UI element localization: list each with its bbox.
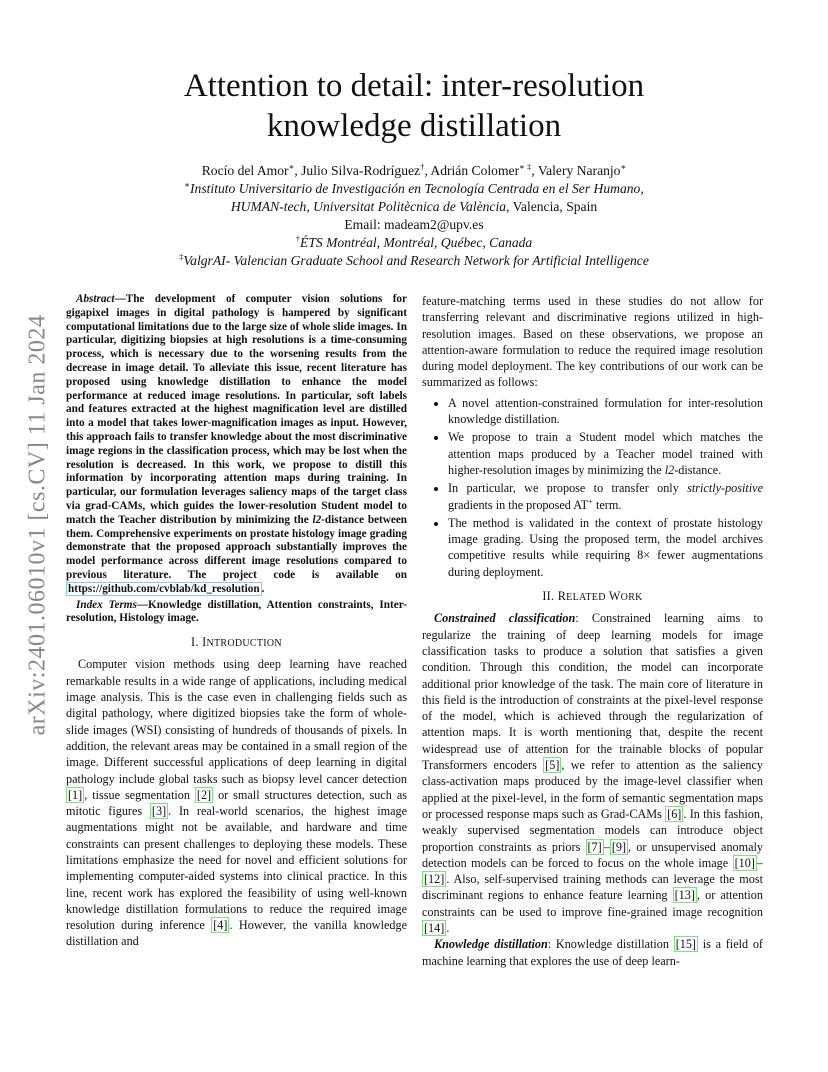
paper-title: Attention to detail: inter-resolution knowledge distillation bbox=[183, 68, 645, 144]
arxiv-identifier: arXiv:2401.06010v1 [cs.CV] 11 Jan 2024 bbox=[24, 314, 51, 736]
list-item: • A novel attention-constrained formulation for inter-resolution knowledge distillation. bbox=[448, 395, 763, 428]
list-item: • In particular, we propose to transfer only strictly-positive gradients in the proposed AT+ term. bbox=[448, 480, 763, 513]
citation-link[interactable]: [2] bbox=[196, 787, 212, 802]
list-item: • We propose to train a Student model which matches the attention maps produced by a Teacher model trained with higher-resolution images by minimizing the l2-distance. bbox=[448, 429, 763, 478]
citation-link[interactable]: [3] bbox=[151, 804, 167, 819]
right-column bbox=[422, 293, 763, 969]
contributions-list bbox=[422, 395, 763, 580]
author-4: Valery Naranjo bbox=[537, 163, 621, 178]
section-heading-related-work: II. RELATED WORK bbox=[542, 589, 643, 604]
intro-paragraph-continued: feature-matching terms used in these studies do not allow for transferring relevant and discriminative regions utilized in high-resolution images. Based on these observations, we propose an attention-aware formulation to reduce the required image resolution during model deployment. The key contributions of our work can be summarized as follows: bbox=[422, 294, 763, 390]
citation-link[interactable]: [10] bbox=[734, 855, 755, 870]
citation-link[interactable]: [15] bbox=[675, 937, 696, 952]
intro-paragraph: Computer vision methods using deep learning have reached remarkable results in a wide range of applications, including medical image analysis. This is the case even in challenging fields such as digital pathology, where digitized biopsies take the form of whole-slide images (WSI) consisting of hundreds of thousands of pixels. In addition, the relevant areas may be contained in a small region of the image. Different successful applications of deep learning in digital pathology include global tasks such as biopsy level cancer detection [1] , tissue segmentation [2] or small structures detection, such as mitotic figures [3] . In real-world scenarios, the highest image augmentations might not be available, and hardware and time constraints can present challenges to deploying these models. These limitations emphasize the need for novel and efficient solutions for implementing computer-aided systems into clinical practice. In this line, recent work has explored the feasibility of using well-known knowledge distillation formulations to reduce the required image resolution during inference [4] . However, the vanilla knowledge distillation and bbox=[66, 657, 407, 949]
citation-link[interactable]: [4] bbox=[213, 918, 228, 933]
list-item: • The method is validated in the context of prostate histology image grading. Using the proposed term, the model archives competitive results while requiring 8× fewer augmentations during deployment. bbox=[448, 515, 763, 580]
citation-link[interactable]: [1] bbox=[68, 787, 83, 802]
citation-link[interactable]: [6] bbox=[667, 806, 682, 821]
author-3: Adrián Colomer bbox=[430, 163, 520, 178]
author-2: Julio Silva-Rodríguez bbox=[301, 163, 421, 178]
abstract: Abstract—The development of computer vision solutions for gigapixel images in digital pathology is hampered by significant computational limitations due to the large size of whole slide images. In particular, digitizing biopsies at high resolutions is a time-consuming process, which is necessary due to the worsening results from the decrease in image detail. To alleviate this issue, recent literature has proposed using knowledge distillation to enhance the model performance at reduced image resolutions. In particular, soft labels and features extracted at the highest magnification level are distilled into a model that takes lower-magnification images as input. However, this approach fails to transfer knowledge about the most discriminative image regions in the classification process, which may be lost when the resolution is decreased. In this work, we propose to distill this information by incorporating attention maps during training. In particular, our formulation leverages saliency maps of the target class via grad-CAMs, which guides the lower-resolution Student model to match the Teacher distribution by minimizing the l2-distance between them. Comprehensive experiments on prostate histology image grading demonstrate that the proposed approach substantially improves the model performance across different image resolutions compared to previous literature. The project code is available on https://github.com/cvblab/kd_resolution . bbox=[66, 293, 408, 595]
author-email: Email: madeam2@upv.es bbox=[344, 217, 484, 232]
author-block bbox=[80, 162, 748, 270]
citation-link[interactable]: [12] bbox=[424, 872, 445, 887]
affiliation-3: ‡ValgrAI- Valencian Graduate School and Research Network for Artificial Intelligence bbox=[179, 251, 649, 268]
affiliation-1-line-2: HUMAN-tech, Universitat Politècnica de València, Valencia, Spain bbox=[230, 199, 598, 214]
affiliation-1-line-1: ∗Instituto Universitario de Investigación en Tecnología Centrada en el Ser Humano, bbox=[184, 179, 644, 196]
left-column bbox=[66, 293, 407, 950]
knowledge-distillation-paragraph: Knowledge distillation: Knowledge distillation [15] is a field of machine learning that explores the use of deep learn- bbox=[422, 937, 763, 968]
section-heading-introduction: I. INTRODUCTION bbox=[191, 635, 282, 650]
author-names: Rocío del Amor∗, Julio Silva-Rodríguez†, Adrián Colomer∗ ‡, Valery Naranjo∗ bbox=[201, 161, 627, 178]
arxiv-sidebar bbox=[8, 290, 68, 760]
constrained-classification-paragraph: Constrained classification: Constrained learning aims to regularize the training of deep learning models for image classification tasks to produce a solution that satisfies a given condition. Through this condition, the model can incorporate additional prior knowledge of the task. The main core of literature in this field is the introduction of constraints at the pixel-level response of the model, which is achieved through the regularization of attention maps. It is worth mentioning that, despite the recent widespread use of attention for the trainable blocks of popular Transformers encoders [5] , we refer to attention as the saliency class-activation maps produced by the image-level classifier when applied at the pixel-level, in the form of semantic segmentation maps or processed response maps such as Grad-CAMs [6] . In this fashion, weakly supervised segmentation models can introduce object proportion constraints as priors [7] – [9] , or unsupervised anomaly detection models can be forced to focus on the whole image [10] –[12] . Also, self-supervised training methods can leverage the most discriminant regions to enhance feature learning [13] , or attention constraints can be used to improve fine-grained image recognition [14] . bbox=[422, 611, 764, 935]
index-terms: Index Terms—Knowledge distillation, Attention constraints, Inter-resolution, Histology image. bbox=[66, 598, 407, 625]
citation-link[interactable]: [13] bbox=[674, 888, 695, 903]
project-code-link[interactable]: https://github.com/cvblab/kd_resolution bbox=[68, 582, 260, 595]
citation-link[interactable]: [9] bbox=[611, 839, 627, 854]
citation-link[interactable]: [14] bbox=[424, 920, 445, 935]
citation-link[interactable]: [7] bbox=[587, 839, 602, 854]
citation-link[interactable]: [5] bbox=[545, 758, 560, 773]
author-1: Rocío del Amor bbox=[201, 163, 289, 178]
affiliation-2: †ÉTS Montréal, Montréal, Québec, Canada bbox=[295, 233, 533, 250]
